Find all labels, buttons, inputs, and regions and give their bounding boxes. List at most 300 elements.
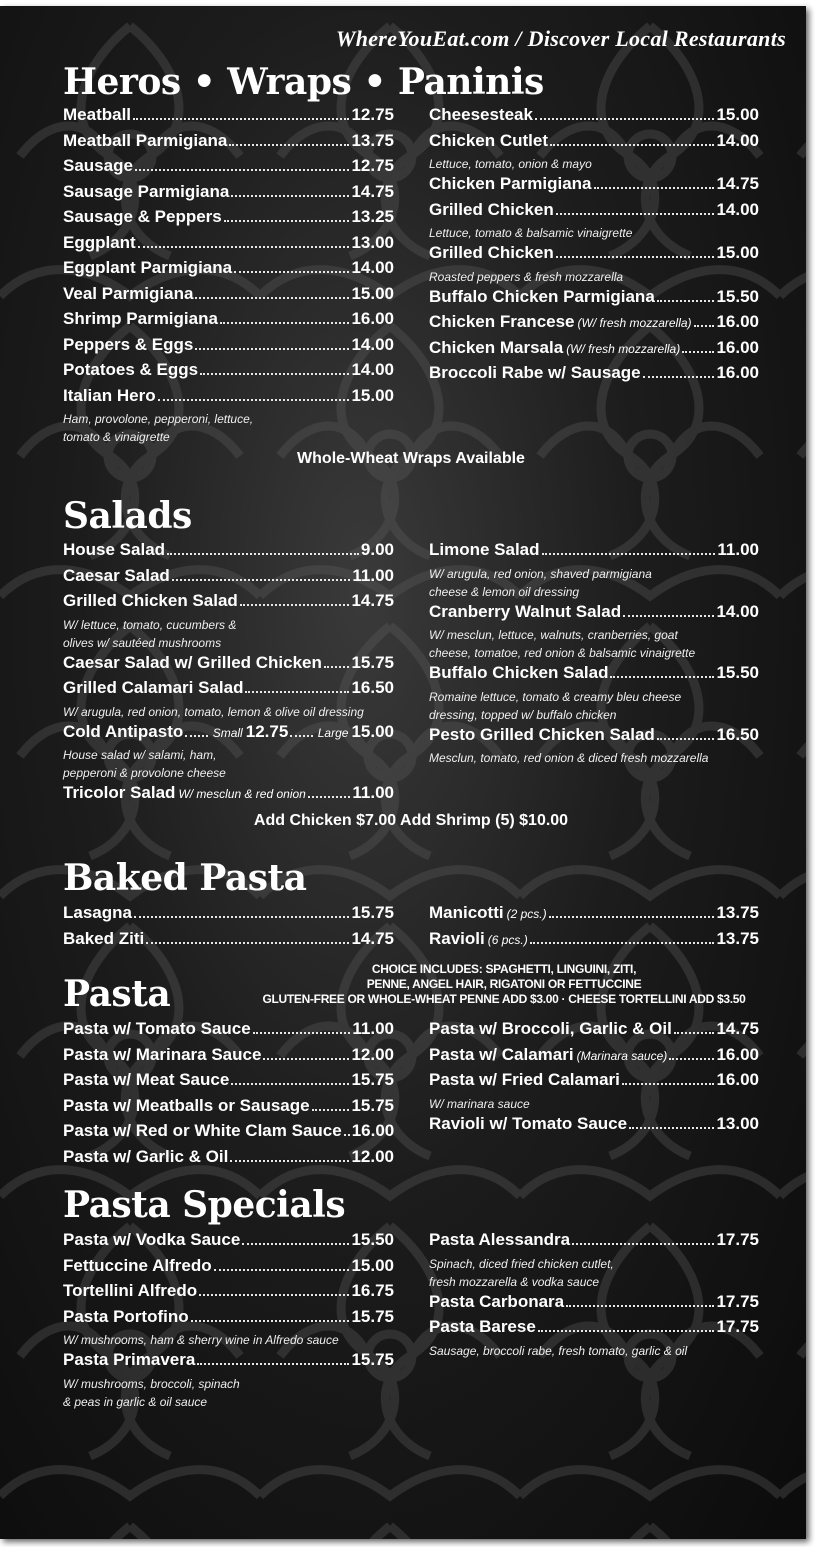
dot-leader: [134, 916, 349, 918]
item-description: cheese, tomatoe, red onion & balsamic vinaigrette: [429, 646, 696, 660]
item-price: 16.00: [716, 337, 759, 357]
item-price: 16.00: [351, 309, 394, 328]
item-name: Buffalo Chicken Salad: [429, 663, 609, 682]
item-name: Broccoli Rabe w/ Sausage: [429, 363, 641, 382]
item-description: Romaine lettuce, tomato & creamy bleu cheese: [429, 689, 682, 704]
menu-item-row: [63, 902, 394, 928]
menu-item-row: [63, 1229, 394, 1255]
dot-leader: [220, 322, 350, 324]
menu-item-row: [63, 539, 394, 565]
specials-left-column: [63, 1229, 394, 1411]
section-title-pasta-specials: Pasta Specials: [63, 1184, 346, 1226]
dot-leader: [629, 1127, 714, 1129]
menu-item-row: [63, 385, 394, 411]
item-name: Sausage Parmigiana: [63, 181, 230, 201]
item-description: fresh mozzarella & vodka sauce: [429, 1274, 600, 1289]
pasta-left-column: [63, 1018, 394, 1171]
menu-item-row: [429, 130, 759, 156]
item-note: (W/ fresh mozzarella): [566, 341, 681, 356]
item-description: pepperoni & provolone cheese: [63, 766, 226, 780]
menu-item: [63, 155, 394, 181]
salads-right-column: [429, 539, 759, 767]
item-name: Ravioli: [429, 928, 485, 948]
item-description: Spinach, diced fried chicken cutlet,: [429, 1256, 614, 1271]
menu-item: [63, 1069, 394, 1095]
item-name: Pasta w/ Broccoli, Garlic & Oil: [429, 1019, 672, 1038]
item-name: Lasagna: [63, 903, 132, 922]
dot-leader: [657, 300, 715, 302]
menu-item-row: [429, 662, 759, 688]
dot-leader: [133, 118, 349, 120]
menu-item: [63, 902, 394, 928]
menu-item: [63, 928, 394, 954]
dot-leader: [138, 246, 350, 248]
specials-right-column: [429, 1229, 759, 1360]
menu-item-row: [63, 308, 394, 334]
item-name: Meatball Parmigiana: [63, 130, 228, 150]
item-description: W/ mesclun, lettuce, walnuts, cranberries, goat: [429, 628, 678, 642]
menu-item: [63, 334, 394, 360]
pasta-right-column: [429, 1018, 759, 1138]
dot-leader: [230, 1160, 349, 1162]
item-name: Pasta w/ Meatballs or Sausage: [63, 1095, 310, 1115]
item-price: 15.00: [351, 385, 394, 405]
item-price: 15.75: [351, 1350, 394, 1369]
dot-leader: [622, 1083, 715, 1085]
item-price: 12.75: [351, 105, 394, 124]
dot-leader: [167, 553, 359, 555]
item-price: 13.25: [351, 207, 394, 226]
item-name: Meatball: [63, 105, 132, 124]
dot-leader: [550, 144, 714, 146]
menu-item-row: [429, 311, 759, 337]
item-description: W/ marinara sauce: [429, 1096, 530, 1111]
baked-right-column: [429, 902, 759, 953]
dot-leader: [240, 604, 350, 606]
menu-item-row: [63, 334, 394, 360]
size-label-large: Large: [317, 725, 349, 740]
item-name: Peppers & Eggs: [63, 334, 194, 354]
menu-item-row: [63, 206, 394, 232]
dot-leader: [669, 1058, 714, 1060]
menu-board: [0, 6, 806, 1539]
menu-item-row: [63, 104, 394, 130]
menu-item-row: [63, 155, 394, 181]
item-price: 16.00: [716, 363, 759, 382]
dot-leader: [623, 615, 714, 617]
item-price: 12.00: [351, 1044, 394, 1064]
menu-item: [63, 130, 394, 156]
menu-item: [429, 1316, 759, 1360]
item-price: 17.75: [716, 1317, 759, 1336]
item-description: olives w/ sautéed mushrooms: [63, 635, 222, 650]
section-title-heros: Heros • Wraps • Paninis: [63, 61, 544, 103]
dot-leader: [229, 144, 349, 146]
pasta-choice-note: [248, 962, 760, 1007]
dot-leader: [199, 1294, 349, 1296]
pasta-choice-line: GLUTEN-FREE OR WHOLE-WHEAT PENNE ADD $3.00 · CHEESE TORTELLINI ADD $3.50: [262, 992, 746, 1006]
section-title-pasta: Pasta: [63, 973, 171, 1015]
menu-item: [63, 782, 394, 808]
item-name: Limone Salad: [429, 540, 540, 559]
item-name: Pasta Primavera: [63, 1350, 196, 1369]
dot-leader: [682, 351, 714, 353]
menu-item-row: [63, 1018, 394, 1044]
dot-leader: [308, 796, 351, 798]
menu-item-row: [63, 1255, 394, 1281]
menu-item: [429, 902, 759, 928]
pasta-choice-line: PENNE, ANGEL HAIR, RIGATONI OR FETTUCCINE: [366, 977, 642, 991]
dot-leader: [556, 213, 715, 215]
menu-item: [63, 1044, 394, 1070]
dot-leader: [566, 1305, 714, 1307]
item-description: W/ mushrooms, broccoli, spinach: [63, 1376, 240, 1391]
heros-right-column: [429, 104, 759, 388]
whole-wheat-note: Whole-Wheat Wraps Available: [297, 450, 525, 467]
item-name: Pasta w/ Red or White Clam Sauce: [63, 1121, 342, 1140]
menu-item: [63, 677, 394, 721]
item-price: 11.00: [352, 1019, 394, 1038]
item-price: 11.00: [352, 783, 394, 802]
item-price: 17.75: [716, 1291, 759, 1311]
menu-item: [63, 721, 394, 783]
item-price: 14.00: [716, 601, 759, 621]
item-note: W/ mesclun & red onion: [178, 787, 306, 801]
item-name: Pasta w/ Tomato Sauce: [63, 1019, 251, 1038]
menu-item-row: [63, 1280, 394, 1306]
menu-item-row: [429, 104, 759, 130]
menu-item: [429, 311, 759, 337]
item-name: Pasta Portofino: [63, 1306, 189, 1326]
menu-item-row: [429, 362, 759, 388]
item-price: 15.50: [716, 663, 759, 682]
dot-leader: [556, 256, 715, 258]
item-note: (Marinara sauce): [576, 1048, 668, 1063]
item-price: 15.50: [351, 1230, 394, 1249]
item-name: Grilled Chicken: [429, 199, 554, 219]
item-name: House Salad: [63, 540, 166, 559]
item-description: Lettuce, tomato & balsamic vinaigrette: [429, 226, 633, 240]
menu-item-row: [63, 1306, 394, 1332]
item-name: Pasta w/ Fried Calamari: [429, 1070, 620, 1089]
menu-item: [429, 104, 759, 130]
menu-item-row: [429, 1229, 759, 1255]
item-name: Pasta w/ Marinara Sauce: [63, 1044, 262, 1064]
menu-item: [429, 1044, 759, 1070]
item-description: W/ arugula, red onion, shaved parmigiana: [429, 566, 652, 581]
dot-leader: [200, 373, 349, 375]
item-price: 9.00: [360, 540, 394, 559]
dot-leader: [290, 735, 312, 737]
menu-item-row: [63, 1146, 394, 1172]
dot-leader: [694, 325, 715, 327]
dot-leader: [542, 553, 716, 555]
item-price: 15.00: [351, 283, 394, 303]
item-name: Pasta Alessandra: [429, 1230, 571, 1249]
item-name: Italian Hero: [63, 385, 156, 405]
item-name: Grilled Calamari Salad: [63, 678, 244, 697]
menu-item: [63, 1280, 394, 1306]
item-description: cheese & lemon oil dressing: [429, 584, 580, 599]
item-name: Ravioli w/ Tomato Sauce: [429, 1113, 628, 1133]
item-description: dressing, topped w/ buffalo chicken: [429, 707, 617, 722]
item-note: (6 pcs.): [487, 932, 528, 947]
menu-item-row: [63, 928, 394, 954]
menu-item-row: [429, 242, 759, 268]
menu-item: [63, 1146, 394, 1172]
menu-item: [429, 337, 759, 363]
item-price: 15.00: [351, 721, 394, 741]
item-price: 13.75: [716, 928, 759, 948]
menu-item-row: [63, 782, 394, 808]
item-price: 14.00: [716, 130, 759, 150]
menu-item-row: [429, 902, 759, 928]
menu-item-row: [429, 337, 759, 363]
dot-leader: [224, 220, 350, 222]
item-name: Pasta w/ Vodka Sauce: [63, 1230, 241, 1249]
dot-leader: [610, 676, 714, 678]
dot-leader: [245, 691, 349, 693]
item-name: Grilled Chicken Salad: [63, 591, 238, 610]
menu-item: [63, 652, 394, 678]
menu-item-row: [63, 1044, 394, 1070]
item-name: Chicken Cutlet: [429, 130, 549, 150]
item-description: Ham, provolone, pepperoni, lettuce,: [63, 412, 254, 426]
menu-item: [63, 590, 394, 652]
item-price: 16.50: [716, 724, 759, 744]
item-name: Pasta Carbonara: [429, 1291, 565, 1311]
dot-leader: [538, 1330, 715, 1332]
item-description: W/ arugula, red onion, tomato, lemon & olive oil dressing: [63, 704, 364, 719]
menu-item-row: [63, 590, 394, 616]
dot-leader: [530, 942, 715, 944]
item-name: Pasta Barese: [429, 1317, 536, 1336]
menu-item-row: [63, 652, 394, 678]
item-description: House salad w/ salami, ham,: [63, 748, 217, 762]
menu-item-row: [63, 677, 394, 703]
item-price: 14.00: [351, 334, 394, 354]
item-price: 13.00: [351, 232, 394, 252]
item-name: Tortellini Alfredo: [63, 1281, 198, 1300]
salads-left-column: [63, 539, 394, 808]
menu-item-row: [429, 1316, 759, 1342]
item-price: 15.50: [716, 286, 759, 306]
menu-item-row: [63, 257, 394, 283]
menu-item: [429, 173, 759, 199]
item-name: Buffalo Chicken Parmigiana: [429, 286, 655, 306]
item-price: 11.00: [717, 540, 759, 559]
menu-item: [63, 1349, 394, 1411]
item-price: 15.75: [351, 652, 394, 672]
dot-leader: [195, 297, 349, 299]
menu-item-row: [63, 1069, 394, 1095]
dot-leader: [344, 1134, 350, 1136]
item-price: 14.75: [351, 181, 394, 201]
menu-item: [63, 1306, 394, 1350]
item-name: Eggplant: [63, 232, 136, 252]
item-name: Sausage & Peppers: [63, 207, 222, 226]
item-name: Chicken Parmigiana: [429, 174, 592, 193]
item-price: 16.50: [351, 678, 394, 697]
item-price: 15.00: [351, 1255, 394, 1275]
size-label-small: Small: [212, 725, 243, 740]
dot-leader: [191, 1320, 350, 1322]
menu-item-row: [63, 359, 394, 385]
menu-item-row: [429, 724, 759, 750]
menu-item-row: [429, 539, 759, 565]
dot-leader: [263, 1058, 349, 1060]
item-name: Pasta w/ Meat Sauce: [63, 1070, 230, 1089]
item-price: 14.00: [716, 199, 759, 219]
menu-item-row: [429, 1018, 759, 1044]
item-price: 17.75: [716, 1230, 759, 1249]
item-price: 12.75: [351, 156, 394, 175]
menu-item: [63, 539, 394, 565]
item-name: Cold Antipasto: [63, 721, 184, 741]
item-name: Grilled Chicken: [429, 243, 554, 262]
item-price: 16.00: [716, 1044, 759, 1064]
item-description: Sausage, broccoli rabe, fresh tomato, garlic & oil: [429, 1343, 688, 1358]
section-title-salads: Salads: [63, 495, 192, 537]
dot-leader: [197, 1363, 349, 1365]
site-banner: WhereYouEat.com / Discover Local Restaurants: [335, 26, 786, 51]
menu-item: [429, 199, 759, 243]
dot-leader: [158, 399, 350, 401]
item-price: 15.00: [716, 105, 759, 124]
menu-item: [63, 1095, 394, 1121]
item-price: 12.00: [351, 1146, 394, 1166]
item-note: (W/ fresh mozzarella): [577, 316, 692, 330]
menu-item-row: [429, 199, 759, 225]
item-description: W/ lettuce, tomato, cucumbers &: [63, 617, 237, 632]
baked-left-column: [63, 902, 394, 953]
dot-leader: [572, 1243, 714, 1245]
menu-item-row: [63, 565, 394, 591]
dot-leader: [234, 271, 349, 273]
heros-left-column: [63, 104, 394, 446]
item-name: Chicken Francese: [429, 312, 575, 331]
item-description: Roasted peppers & fresh mozzarella: [429, 269, 624, 284]
menu-item: [429, 242, 759, 286]
menu-item: [429, 1018, 759, 1044]
menu-item: [63, 232, 394, 258]
menu-item-row: [429, 601, 759, 627]
menu-item: [429, 1113, 759, 1139]
item-name: Shrimp Parmigiana: [63, 309, 218, 328]
menu-item-row: [63, 130, 394, 156]
item-price: 14.00: [351, 360, 394, 379]
menu-item: [63, 283, 394, 309]
add-protein-note: Add Chicken $7.00 Add Shrimp (5) $10.00: [253, 812, 569, 829]
menu-item: [429, 724, 759, 768]
pasta-choice-line: CHOICE INCLUDES: SPAGHETTI, LINGUINI, ZITI,: [371, 962, 637, 976]
item-name: Veal Parmigiana: [63, 283, 194, 303]
dot-leader: [172, 579, 351, 581]
menu-item-row: [429, 173, 759, 199]
item-price: 16.00: [716, 1070, 759, 1089]
item-name: Baked Ziti: [63, 928, 145, 948]
menu-item: [63, 565, 394, 591]
menu-item: [429, 1069, 759, 1113]
menu-item: [63, 308, 394, 334]
item-price: 13.75: [351, 130, 394, 150]
item-price: 15.00: [716, 243, 759, 262]
dot-leader: [214, 1269, 350, 1271]
item-name: Chicken Marsala: [429, 337, 564, 357]
item-name: Pasta w/ Calamari: [429, 1044, 574, 1064]
menu-item: [63, 206, 394, 232]
item-price: 13.75: [716, 903, 759, 922]
item-name: Fettuccine Alfredo: [63, 1255, 212, 1275]
dot-leader: [253, 1032, 351, 1034]
item-name: Cranberry Walnut Salad: [429, 601, 622, 621]
dot-leader: [657, 738, 715, 740]
menu-item: [63, 104, 394, 130]
item-name: Caesar Salad: [63, 565, 170, 585]
item-price: 11.00: [352, 565, 394, 585]
menu-item-row: [63, 1349, 394, 1375]
dot-leader: [324, 666, 350, 668]
item-description: W/ mushrooms, ham & sherry wine in Alfredo sauce: [63, 1333, 339, 1347]
item-description: Lettuce, tomato, onion & mayo: [429, 157, 592, 171]
menu-item: [63, 385, 394, 447]
menu-item: [63, 1120, 394, 1146]
menu-item: [63, 1018, 394, 1044]
menu-item-row: [429, 1291, 759, 1317]
menu-item: [429, 662, 759, 724]
item-price: 16.00: [351, 1121, 395, 1140]
menu-item: [429, 1291, 759, 1317]
item-name: Potatoes & Eggs: [63, 360, 199, 379]
item-name: Eggplant Parmigiana: [63, 258, 233, 277]
item-price-small: 12.75: [245, 721, 289, 741]
dot-leader: [231, 1083, 349, 1085]
dot-leader: [312, 1109, 350, 1111]
dot-leader: [674, 1032, 715, 1034]
item-name: Manicotti: [429, 903, 504, 922]
menu-item-row: [63, 232, 394, 258]
item-price: 14.75: [716, 174, 759, 193]
item-description: & peas in garlic & oil sauce: [63, 1394, 208, 1409]
item-description: tomato & vinaigrette: [63, 430, 170, 444]
menu-item-row: [63, 181, 394, 207]
item-price: 14.75: [716, 1019, 759, 1038]
menu-item: [63, 1255, 394, 1281]
dot-leader: [195, 348, 349, 350]
item-name: Pasta w/ Garlic & Oil: [63, 1146, 229, 1166]
menu-item: [63, 257, 394, 283]
item-description: Mesclun, tomato, red onion & diced fresh mozzarella: [429, 751, 709, 765]
item-name: Cheesesteak: [429, 105, 533, 124]
dot-leader: [185, 735, 207, 737]
item-name: Tricolor Salad: [63, 783, 176, 802]
item-price: 15.75: [351, 1306, 394, 1326]
dot-leader: [535, 118, 714, 120]
item-price: 15.75: [351, 903, 394, 922]
menu-item: [429, 286, 759, 312]
item-name: Pesto Grilled Chicken Salad: [429, 724, 655, 744]
item-price: 16.00: [716, 312, 759, 331]
menu-item: [63, 359, 394, 385]
menu-item: [63, 1229, 394, 1255]
menu-item: [429, 539, 759, 601]
menu-item: [429, 601, 759, 663]
menu-item-row: [429, 1044, 759, 1070]
menu-item: [429, 1229, 759, 1291]
menu-item-row: [63, 1095, 394, 1121]
section-title-baked-pasta: Baked Pasta: [63, 857, 307, 899]
menu-item: [429, 928, 759, 954]
